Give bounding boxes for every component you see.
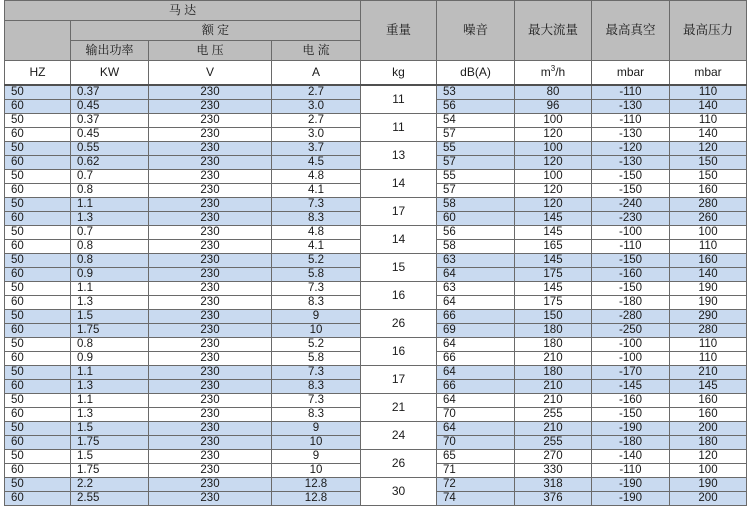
cell-weight: 16 [361,282,437,310]
cell-output-power: 1.1 [71,394,149,408]
cell-weight: 21 [361,394,437,422]
cell-voltage: 230 [149,422,272,436]
cell-noise: 56 [437,226,515,240]
cell-frequency: 60 [5,156,71,170]
cell-max-pressure: 160 [670,394,747,408]
cell-noise: 66 [437,380,515,394]
unit-flow [515,61,592,86]
cell-output-power: 0.8 [71,184,149,198]
cell-voltage: 230 [149,128,272,142]
cell-frequency: 50 [5,254,71,268]
cell-output-power: 0.7 [71,226,149,240]
cell-max-flow: 175 [515,296,592,310]
cell-max-vacuum: -170 [592,366,670,380]
cell-output-power: 1.75 [71,324,149,338]
cell-output-power: 0.9 [71,268,149,282]
cell-weight: 13 [361,142,437,170]
cell-current: 2.7 [272,85,361,100]
cell-output-power: 1.3 [71,380,149,394]
cell-current: 5.2 [272,338,361,352]
cell-noise: 57 [437,156,515,170]
cell-voltage: 230 [149,268,272,282]
cell-noise: 60 [437,212,515,226]
header-current: 电 流 [272,41,361,61]
cell-output-power: 1.1 [71,198,149,212]
cell-noise: 64 [437,296,515,310]
cell-max-vacuum: -130 [592,128,670,142]
cell-frequency: 60 [5,352,71,366]
cell-noise: 57 [437,128,515,142]
unit-v: V [149,61,272,86]
cell-weight: 16 [361,338,437,366]
cell-weight: 26 [361,310,437,338]
cell-current: 5.8 [272,352,361,366]
cell-output-power: 0.8 [71,240,149,254]
cell-max-vacuum: -180 [592,436,670,450]
cell-max-flow: 145 [515,254,592,268]
cell-frequency: 60 [5,324,71,338]
unit-pressure: mbar [670,61,747,86]
cell-current: 4.5 [272,156,361,170]
cell-voltage: 230 [149,212,272,226]
table-row [5,478,747,492]
cell-max-vacuum: -100 [592,226,670,240]
cell-max-pressure: 100 [670,226,747,240]
cell-voltage: 230 [149,492,272,506]
cell-max-vacuum: -150 [592,408,670,422]
cell-weight: 14 [361,226,437,254]
unit-flow-tail: /h [555,65,566,79]
cell-current: 9 [272,422,361,436]
cell-voltage: 230 [149,352,272,366]
table-row [5,142,747,156]
cell-frequency: 60 [5,296,71,310]
cell-max-vacuum: -110 [592,85,670,100]
cell-max-vacuum: -140 [592,450,670,464]
cell-noise: 58 [437,198,515,212]
cell-frequency: 50 [5,170,71,184]
cell-noise: 66 [437,352,515,366]
cell-voltage: 230 [149,142,272,156]
cell-max-flow: 180 [515,324,592,338]
cell-noise: 53 [437,85,515,100]
cell-noise: 70 [437,408,515,422]
cell-max-vacuum: -130 [592,100,670,114]
cell-output-power: 1.75 [71,436,149,450]
cell-max-vacuum: -160 [592,394,670,408]
cell-frequency: 60 [5,464,71,478]
cell-max-flow: 120 [515,198,592,212]
cell-noise: 64 [437,338,515,352]
cell-max-vacuum: -100 [592,338,670,352]
cell-weight: 11 [361,85,437,114]
cell-voltage: 230 [149,114,272,128]
cell-max-pressure: 160 [670,408,747,422]
cell-max-vacuum: -160 [592,268,670,282]
cell-voltage: 230 [149,408,272,422]
cell-frequency: 60 [5,268,71,282]
cell-noise: 65 [437,450,515,464]
cell-max-flow: 100 [515,142,592,156]
cell-max-pressure: 150 [670,156,747,170]
cell-max-vacuum: -130 [592,156,670,170]
cell-max-pressure: 110 [670,85,747,100]
header-output-power: 输出功率 [71,41,149,61]
cell-output-power: 1.5 [71,310,149,324]
cell-frequency: 50 [5,450,71,464]
cell-current: 10 [272,436,361,450]
cell-output-power: 1.1 [71,366,149,380]
cell-voltage: 230 [149,282,272,296]
cell-voltage: 230 [149,338,272,352]
cell-output-power: 1.1 [71,282,149,296]
cell-frequency: 60 [5,436,71,450]
cell-max-vacuum: -150 [592,254,670,268]
cell-max-flow: 100 [515,114,592,128]
cell-max-pressure: 140 [670,100,747,114]
cell-weight: 26 [361,450,437,478]
cell-voltage: 230 [149,436,272,450]
cell-max-vacuum: -110 [592,114,670,128]
cell-output-power: 0.62 [71,156,149,170]
unit-hz: HZ [5,61,71,86]
cell-max-vacuum: -180 [592,296,670,310]
cell-max-pressure: 100 [670,464,747,478]
cell-current: 3.7 [272,142,361,156]
cell-max-pressure: 260 [670,212,747,226]
cell-frequency: 60 [5,380,71,394]
cell-max-pressure: 110 [670,240,747,254]
cell-noise: 64 [437,394,515,408]
cell-max-pressure: 290 [670,310,747,324]
cell-frequency: 50 [5,114,71,128]
cell-max-pressure: 160 [670,184,747,198]
cell-max-flow: 100 [515,170,592,184]
cell-noise: 74 [437,492,515,506]
cell-max-vacuum: -190 [592,478,670,492]
unit-db: dB(A) [437,61,515,86]
cell-output-power: 0.37 [71,85,149,100]
cell-max-flow: 165 [515,240,592,254]
cell-current: 9 [272,310,361,324]
cell-frequency: 50 [5,142,71,156]
table-row [5,310,747,324]
cell-voltage: 230 [149,296,272,310]
cell-output-power: 0.45 [71,100,149,114]
cell-weight: 30 [361,478,437,506]
cell-voltage: 230 [149,464,272,478]
cell-max-pressure: 190 [670,296,747,310]
unit-kg: kg [361,61,437,86]
cell-weight: 15 [361,254,437,282]
cell-noise: 57 [437,184,515,198]
cell-max-flow: 210 [515,352,592,366]
cell-frequency: 50 [5,198,71,212]
cell-max-vacuum: -150 [592,184,670,198]
cell-voltage: 230 [149,184,272,198]
cell-weight: 17 [361,198,437,226]
cell-max-flow: 175 [515,268,592,282]
cell-voltage: 230 [149,478,272,492]
cell-max-vacuum: -240 [592,198,670,212]
cell-weight: 11 [361,114,437,142]
table-row [5,114,747,128]
cell-max-vacuum: -190 [592,492,670,506]
cell-max-pressure: 110 [670,114,747,128]
header-max-flow: 最大流量 [515,1,592,61]
cell-max-vacuum: -150 [592,170,670,184]
cell-max-pressure: 110 [670,338,747,352]
cell-max-flow: 96 [515,100,592,114]
cell-max-pressure: 160 [670,254,747,268]
header-max-pressure: 最高压力 [670,1,747,61]
cell-frequency: 50 [5,366,71,380]
cell-output-power: 1.5 [71,450,149,464]
table-row [5,226,747,240]
cell-current: 8.3 [272,380,361,394]
cell-current: 2.7 [272,114,361,128]
cell-frequency: 50 [5,310,71,324]
cell-frequency: 50 [5,394,71,408]
spec-table [4,0,747,506]
cell-output-power: 2.55 [71,492,149,506]
cell-frequency: 60 [5,492,71,506]
cell-current: 8.3 [272,408,361,422]
cell-voltage: 230 [149,240,272,254]
header-noise: 噪音 [437,1,515,61]
units-row [5,61,747,86]
cell-max-flow: 80 [515,85,592,100]
cell-frequency: 60 [5,184,71,198]
cell-frequency: 60 [5,100,71,114]
cell-current: 5.8 [272,268,361,282]
cell-frequency: 60 [5,128,71,142]
cell-current: 10 [272,464,361,478]
cell-frequency: 50 [5,422,71,436]
cell-current: 7.3 [272,394,361,408]
cell-max-vacuum: -120 [592,142,670,156]
cell-output-power: 1.5 [71,422,149,436]
cell-max-pressure: 280 [670,324,747,338]
cell-frequency: 50 [5,338,71,352]
cell-max-flow: 255 [515,436,592,450]
cell-voltage: 230 [149,450,272,464]
cell-voltage: 230 [149,310,272,324]
cell-output-power: 0.8 [71,254,149,268]
header-weight: 重量 [361,1,437,61]
cell-current: 7.3 [272,282,361,296]
cell-current: 4.8 [272,170,361,184]
cell-noise: 72 [437,478,515,492]
cell-voltage: 230 [149,156,272,170]
cell-current: 5.2 [272,254,361,268]
cell-output-power: 0.8 [71,338,149,352]
cell-voltage: 230 [149,394,272,408]
cell-max-flow: 120 [515,184,592,198]
table-row [5,394,747,408]
table-row [5,254,747,268]
cell-max-flow: 150 [515,310,592,324]
cell-current: 8.3 [272,296,361,310]
cell-max-pressure: 110 [670,352,747,366]
cell-frequency: 50 [5,282,71,296]
cell-noise: 64 [437,422,515,436]
cell-weight: 17 [361,366,437,394]
cell-max-pressure: 190 [670,282,747,296]
header-blank [5,21,71,61]
cell-noise: 69 [437,324,515,338]
cell-current: 12.8 [272,492,361,506]
cell-current: 4.1 [272,184,361,198]
table-row [5,170,747,184]
cell-max-pressure: 120 [670,450,747,464]
unit-vacuum: mbar [592,61,670,86]
table-header [5,1,747,86]
cell-noise: 54 [437,114,515,128]
table-row [5,282,747,296]
cell-current: 3.0 [272,128,361,142]
cell-noise: 55 [437,142,515,156]
cell-frequency: 60 [5,212,71,226]
header-max-vacuum: 最高真空 [592,1,670,61]
cell-noise: 64 [437,366,515,380]
cell-voltage: 230 [149,100,272,114]
cell-max-pressure: 140 [670,128,747,142]
cell-noise: 66 [437,310,515,324]
cell-frequency: 50 [5,85,71,100]
cell-output-power: 1.3 [71,408,149,422]
cell-max-vacuum: -190 [592,422,670,436]
cell-voltage: 230 [149,226,272,240]
header-motor: 马 达 [5,1,361,21]
cell-max-pressure: 280 [670,198,747,212]
cell-max-flow: 180 [515,366,592,380]
cell-max-flow: 210 [515,422,592,436]
cell-max-flow: 270 [515,450,592,464]
cell-current: 8.3 [272,212,361,226]
cell-noise: 58 [437,240,515,254]
cell-max-flow: 210 [515,394,592,408]
cell-output-power: 0.9 [71,352,149,366]
unit-kw: KW [71,61,149,86]
cell-current: 12.8 [272,478,361,492]
cell-current: 7.3 [272,366,361,380]
cell-noise: 63 [437,282,515,296]
cell-voltage: 230 [149,380,272,394]
cell-max-pressure: 150 [670,170,747,184]
cell-current: 7.3 [272,198,361,212]
cell-max-flow: 376 [515,492,592,506]
cell-max-vacuum: -145 [592,380,670,394]
cell-frequency: 50 [5,226,71,240]
cell-noise: 63 [437,254,515,268]
cell-max-flow: 180 [515,338,592,352]
unit-flow-base: m [540,65,551,79]
cell-output-power: 1.3 [71,296,149,310]
cell-max-pressure: 145 [670,380,747,394]
cell-max-flow: 145 [515,282,592,296]
table-row [5,198,747,212]
cell-output-power: 1.3 [71,212,149,226]
cell-max-pressure: 200 [670,492,747,506]
cell-max-pressure: 140 [670,268,747,282]
cell-max-pressure: 200 [670,422,747,436]
cell-frequency: 50 [5,478,71,492]
cell-voltage: 230 [149,324,272,338]
cell-max-pressure: 190 [670,478,747,492]
cell-current: 9 [272,450,361,464]
cell-frequency: 60 [5,408,71,422]
cell-output-power: 0.7 [71,170,149,184]
cell-max-vacuum: -250 [592,324,670,338]
cell-max-flow: 145 [515,226,592,240]
cell-max-vacuum: -110 [592,240,670,254]
table-body [5,85,747,506]
cell-voltage: 230 [149,366,272,380]
unit-flow-sup: 3 [550,64,556,73]
cell-voltage: 230 [149,198,272,212]
cell-max-flow: 145 [515,212,592,226]
cell-output-power: 0.45 [71,128,149,142]
cell-voltage: 230 [149,85,272,100]
cell-max-flow: 255 [515,408,592,422]
table-row [5,422,747,436]
cell-max-pressure: 120 [670,142,747,156]
cell-output-power: 2.2 [71,478,149,492]
cell-max-pressure: 180 [670,436,747,450]
cell-voltage: 230 [149,170,272,184]
cell-weight: 14 [361,170,437,198]
cell-output-power: 0.55 [71,142,149,156]
cell-current: 3.0 [272,100,361,114]
cell-current: 4.1 [272,240,361,254]
cell-frequency: 60 [5,240,71,254]
cell-noise: 56 [437,100,515,114]
cell-max-flow: 210 [515,380,592,394]
table-row [5,450,747,464]
cell-current: 4.8 [272,226,361,240]
cell-max-flow: 120 [515,156,592,170]
table-row [5,85,747,100]
cell-weight: 24 [361,422,437,450]
cell-max-vacuum: -110 [592,464,670,478]
cell-output-power: 0.37 [71,114,149,128]
cell-noise: 55 [437,170,515,184]
cell-max-flow: 318 [515,478,592,492]
unit-a: A [272,61,361,86]
cell-noise: 70 [437,436,515,450]
cell-noise: 71 [437,464,515,478]
table-row [5,338,747,352]
cell-max-vacuum: -100 [592,352,670,366]
cell-max-pressure: 210 [670,366,747,380]
cell-max-vacuum: -230 [592,212,670,226]
cell-output-power: 1.75 [71,464,149,478]
cell-current: 10 [272,324,361,338]
cell-max-flow: 120 [515,128,592,142]
header-voltage: 电 压 [149,41,272,61]
cell-max-vacuum: -150 [592,282,670,296]
cell-voltage: 230 [149,254,272,268]
cell-max-flow: 330 [515,464,592,478]
table-row [5,366,747,380]
cell-noise: 64 [437,268,515,282]
header-rated: 额 定 [71,21,361,41]
cell-max-vacuum: -280 [592,310,670,324]
